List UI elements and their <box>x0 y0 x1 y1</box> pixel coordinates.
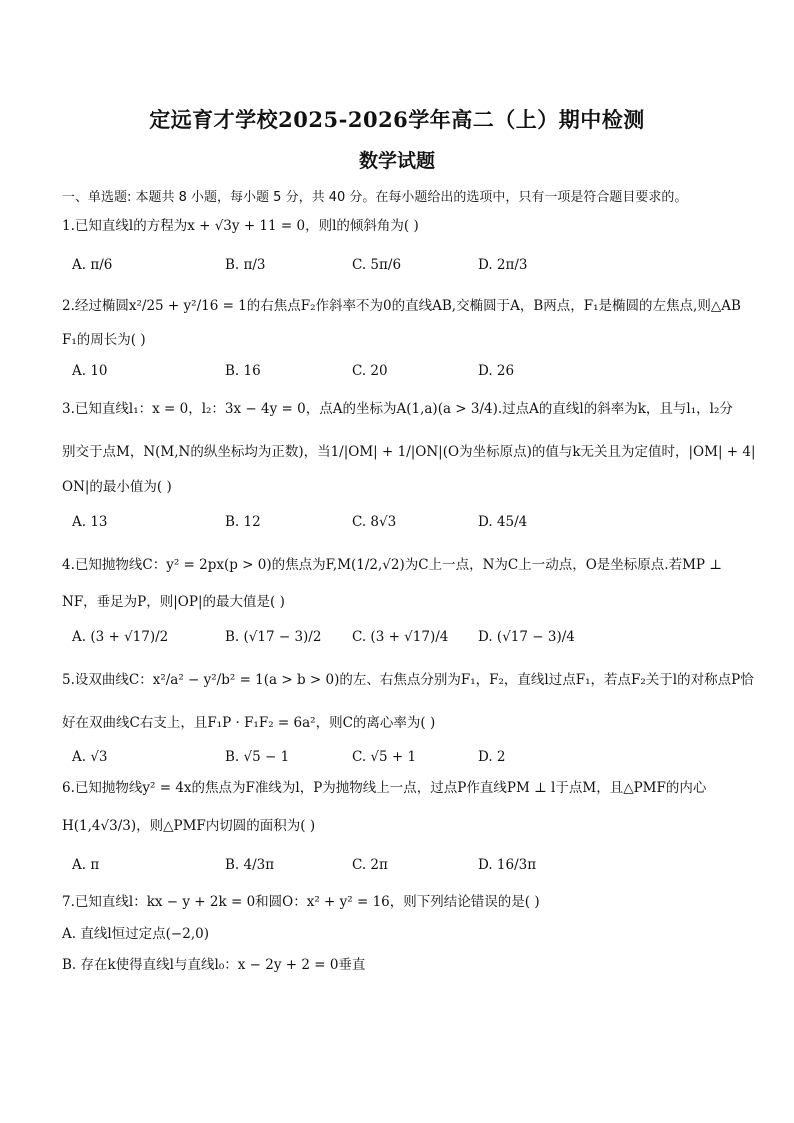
question-4-option-c: C. (3 + √17)/4 <box>352 629 449 645</box>
exam-subtitle: 数学试题 <box>358 150 435 172</box>
question-4-option-a: A. (3 + √17)/2 <box>72 629 169 645</box>
question-4-line-2: NF，垂足为P，则|OP|的最大值是( ) <box>62 594 285 610</box>
section-heading: 一、单选题: 本题共 8 小题，每小题 5 分，共 40 分。在每小题给出的选项中，只有一项是符合题目要求的。 <box>62 190 688 205</box>
question-2-options <box>72 363 732 387</box>
question-2-line-2: F₁的周长为( ) <box>62 332 146 348</box>
question-4-options <box>72 629 732 653</box>
question-1-line-1: 1.已知直线l的方程为x + √3y + 11 = 0，则l的倾斜角为( ) <box>62 218 419 234</box>
question-6-option-d: D. 16/3π <box>478 857 537 873</box>
question-6-option-c: C. 2π <box>352 857 388 873</box>
question-6-option-b: B. 4/3π <box>225 857 275 873</box>
question-5-line-2: 好在双曲线C右支上，且F₁P · F₁F₂ = 6a²，则C的离心率为( ) <box>62 715 436 731</box>
exam-title: 定远育才学校2025-2026学年高二（上）期中检测 <box>149 107 645 132</box>
question-3-option-c: C. 8√3 <box>352 514 397 530</box>
question-5-options <box>72 749 732 773</box>
question-3-options <box>72 514 732 538</box>
question-1-option-a: A. π/6 <box>72 257 113 273</box>
question-2-line-1: 2.经过椭圆x²/25 + y²/16 = 1的右焦点F₂作斜率不为0的直线AB,交椭圆于A，B两点，F₁是椭圆的左焦点,则△AB <box>62 298 741 314</box>
question-3-option-d: D. 45/4 <box>478 514 528 530</box>
question-1-option-b: B. π/3 <box>225 257 266 273</box>
question-1-options <box>72 257 732 281</box>
question-7-line-1: 7.已知直线l：kx − y + 2k = 0和圆O：x² + y² = 16，则下列结论错误的是( ) <box>62 894 540 910</box>
question-3-option-a: A. 13 <box>72 514 108 530</box>
question-3-line-3: ON|的最小值为( ) <box>62 479 172 495</box>
question-7-option-a: A. 直线l恒过定点(−2,0) <box>62 926 209 942</box>
question-6-options <box>72 857 732 881</box>
question-5-option-c: C. √5 + 1 <box>352 749 417 765</box>
question-5-option-d: D. 2 <box>478 749 506 765</box>
question-3-line-2: 别交于点M，N(M,N的纵坐标均为正数)，当1/|OM| + 1/|ON|(O为坐标原点)的值与k无关且为定值时，|OM| + 4| <box>62 444 756 460</box>
question-3-line-1: 3.已知直线l₁：x = 0，l₂：3x − 4y = 0，点A的坐标为A(1,a)(a > 3/4).过点A的直线l的斜率为k，且与l₁，l₂分 <box>62 401 733 417</box>
question-5-option-b: B. √5 − 1 <box>225 749 290 765</box>
question-6-line-1: 6.已知抛物线y² = 4x的焦点为F准线为l，P为抛物线上一点，过点P作直线PM ⊥ l于点M，且△PMF的内心 <box>62 780 707 796</box>
question-3-option-b: B. 12 <box>225 514 261 530</box>
question-2-option-d: D. 26 <box>478 363 515 379</box>
question-4-option-d: D. (√17 − 3)/4 <box>478 629 575 645</box>
question-5-option-a: A. √3 <box>72 749 108 765</box>
question-5-line-1: 5.设双曲线C：x²/a² − y²/b² = 1(a > b > 0)的左、右焦点分别为F₁，F₂，直线l过点F₁，若点F₂关于l的对称点P恰 <box>62 672 754 688</box>
question-1-option-c: C. 5π/6 <box>352 257 402 273</box>
question-6-line-2: H(1,4√3/3)，则△PMF内切圆的面积为( ) <box>62 818 316 834</box>
question-1-option-d: D. 2π/3 <box>478 257 528 273</box>
question-4-line-1: 4.已知抛物线C：y² = 2px(p > 0)的焦点为F,M(1/2,√2)为C上一点，N为C上一动点，O是坐标原点.若MP ⊥ <box>62 557 722 573</box>
question-6-option-a: A. π <box>72 857 100 873</box>
question-2-option-b: B. 16 <box>225 363 261 379</box>
question-7-option-b: B. 存在k使得直线l与直线l₀：x − 2y + 2 = 0垂直 <box>62 957 366 973</box>
question-2-option-a: A. 10 <box>72 363 108 379</box>
question-4-option-b: B. (√17 − 3)/2 <box>225 629 322 645</box>
question-2-option-c: C. 20 <box>352 363 388 379</box>
